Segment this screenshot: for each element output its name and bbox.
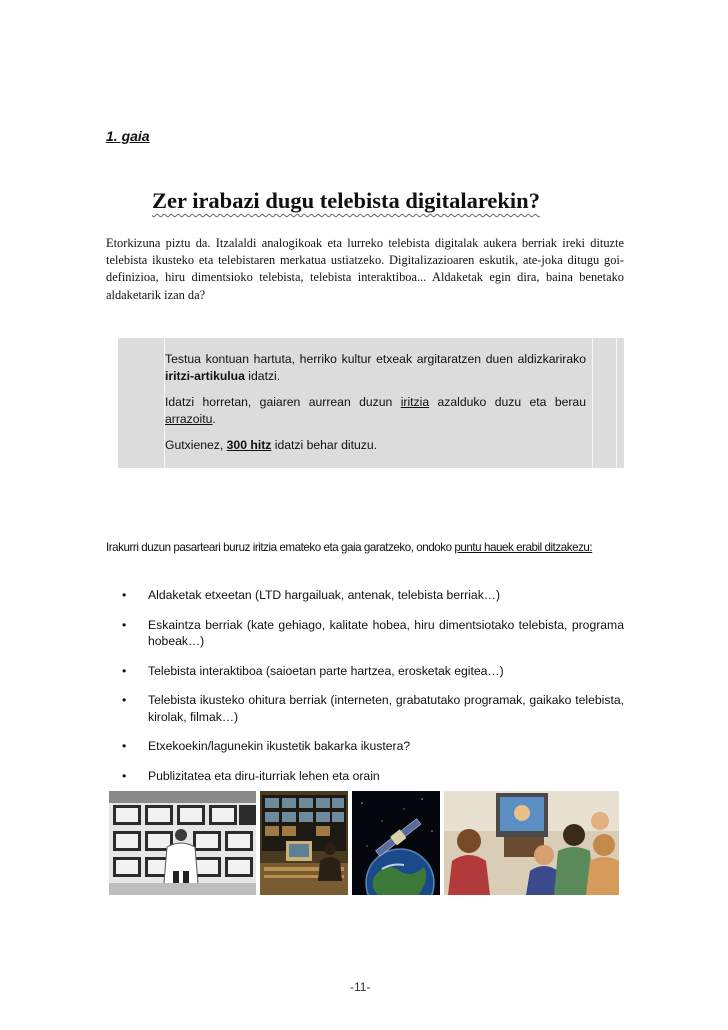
photo-strip [109,791,619,895]
task-paragraph-3: Gutxienez, 300 hitz idatzi behar dituzu. [165,438,378,452]
list-item: • Aldaketak etxeetan (LTD hargailuak, antenak, telebista berriak…) [122,588,501,602]
points-prompt: Irakurri duzun pasarteari buruz iritzia emateko eta gaia garatzeko, ondoko puntu hauek erabil ditzakezu: [106,541,593,554]
intro-paragraph: Etorkizuna piztu da. Itzalaldi analogikoak eta lurreko telebista digitalak aukera berriak ireki dituzte telebista ikusteko eta telebistaren merkatua ustiatzeko. Digitalizazioaren eskutik, ate-joka ditugu goi-definizioa, hiru dimentsioko telebista, telebista interaktiboa... Aldaketak egin dira, baina benetako aldaketarik izan da? [106,236,624,302]
list-item: • Publizitatea eta diru-iturriak lehen eta orain [122,768,380,783]
bullet-list [122,587,624,797]
task-instructions [165,351,586,464]
list-item: • Telebista ikusteko ohitura berriak (interneten, grabatutako programak, gaikako telebista, kirolak, filmak…) [122,693,624,724]
task-paragraph-2: Idatzi horretan, gaiaren aurrean duzun iritzia azalduko duzu eta berau arrazoitu. [165,395,586,426]
list-item: • Eskaintza berriak (kate gehiago, kalitate hobea, hiru dimentsiotako telebista, programa hobeak…) [122,617,624,648]
family-watching-tv-photo [444,791,619,895]
task-box [118,338,624,468]
control-room-photo [260,791,348,895]
satellite-earth-photo [352,791,440,895]
tv-store-photo [109,791,256,895]
section-label: 1. gaia [106,128,150,144]
page-title: Zer irabazi dugu telebista digitalarekin? [152,188,540,213]
list-item: • Etxekoekin/lagunekin ikustetik bakarka ikustera? [122,739,411,753]
task-paragraph-1: Testua kontuan hartuta, herriko kultur etxeak argitaratzen duen aldizkarirako iritzi-artikulua idatzi. [165,352,586,383]
list-item: • Telebista interaktiboa (saioetan parte hartzea, erosketak egitea…) [122,663,504,678]
points-link: puntu hauek erabil ditzakezu: [454,541,593,554]
page-number: -11- [350,980,371,994]
